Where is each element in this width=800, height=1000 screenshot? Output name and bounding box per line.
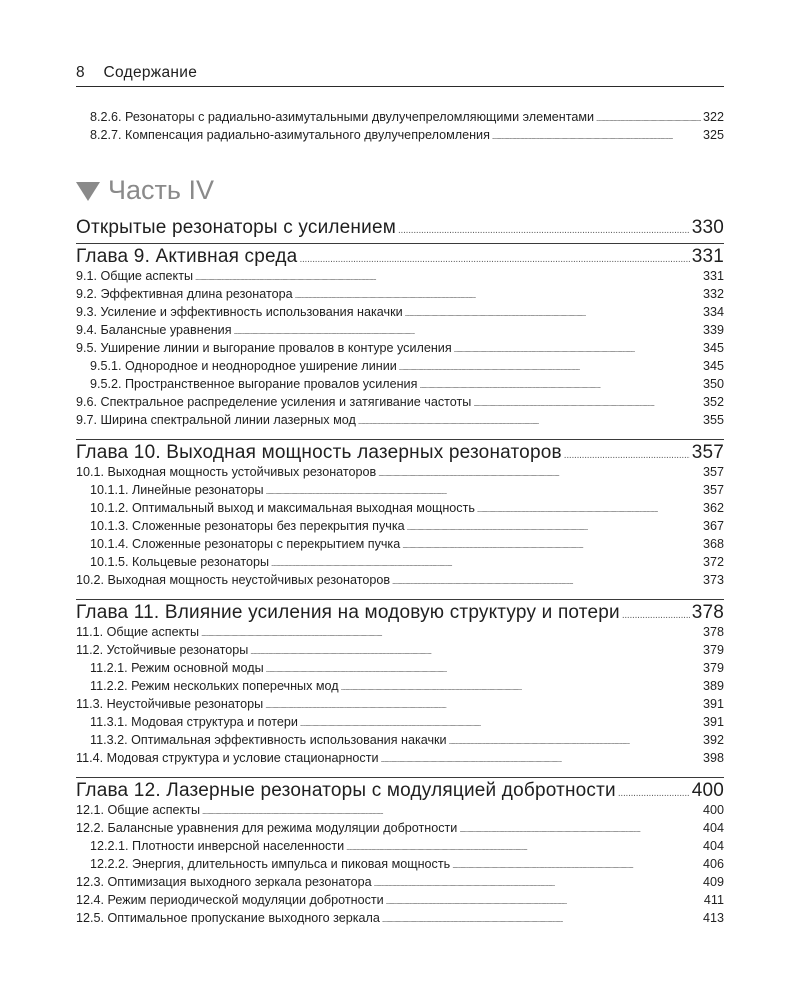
toc-subentry[interactable] bbox=[90, 519, 724, 537]
leader-dots bbox=[265, 703, 701, 710]
leader-dots bbox=[300, 721, 701, 728]
toc-subentry[interactable] bbox=[90, 661, 724, 679]
toc-entry-page: 391 bbox=[702, 697, 724, 711]
toc-entry-page: 330 bbox=[691, 217, 724, 238]
chapter-divider bbox=[76, 439, 724, 440]
toc-subentry[interactable] bbox=[90, 483, 724, 501]
toc-entry-page: 332 bbox=[702, 287, 724, 301]
toc-entry-text: 12.2.2. Энергия, длительность импульса и пиковая мощность bbox=[90, 857, 451, 871]
toc-entry-page: 334 bbox=[702, 305, 724, 319]
toc-entry-text: 11.3.2. Оптимальная эффективность использования накачки bbox=[90, 733, 447, 747]
toc-entry-page: 339 bbox=[702, 323, 724, 337]
toc-subentry[interactable] bbox=[90, 733, 724, 751]
toc-chapter-entry[interactable] bbox=[76, 246, 724, 270]
toc-entry-page: 379 bbox=[702, 643, 724, 657]
leader-dots bbox=[399, 365, 701, 372]
leader-dots bbox=[346, 845, 701, 852]
toc-entry-page: 322 bbox=[702, 110, 724, 124]
chapter-page: 400 bbox=[691, 780, 724, 801]
toc-entry-page: 373 bbox=[702, 573, 724, 587]
toc-entry-text: 10.1.5. Кольцевые резонаторы bbox=[90, 555, 270, 569]
chapter-title: Глава 9. Активная среда bbox=[76, 246, 298, 267]
leader-dots bbox=[250, 649, 701, 656]
leader-dots bbox=[382, 917, 701, 924]
toc-entry-text: 11.4. Модовая структура и условие стационарности bbox=[76, 751, 379, 765]
toc-subentry[interactable] bbox=[90, 537, 724, 555]
toc-entry-text: 10.1.3. Сложенные резонаторы без перекрытия пучка bbox=[90, 519, 405, 533]
leader-dots bbox=[234, 329, 701, 336]
toc-entry-page: 391 bbox=[702, 715, 724, 729]
toc-entry-text: 9.1. Общие аспекты bbox=[76, 269, 194, 283]
toc-entry-text: 11.3.1. Модовая структура и потери bbox=[90, 715, 298, 729]
toc-subentry[interactable] bbox=[90, 359, 724, 377]
toc-entry-page: 368 bbox=[702, 537, 724, 551]
leader-dots bbox=[202, 809, 701, 816]
toc-entry-text: 12.3. Оптимизация выходного зеркала резонатора bbox=[76, 875, 372, 889]
toc-entry[interactable] bbox=[76, 395, 724, 413]
toc-entry-page: 411 bbox=[703, 893, 724, 907]
toc-entry-page: 357 bbox=[702, 465, 724, 479]
toc-entry-page: 345 bbox=[702, 341, 724, 355]
toc-entry-text: 9.7. Ширина спектральной линии лазерных мод bbox=[76, 413, 356, 427]
chapter-title: Глава 11. Влияние усиления на модовую структуру и потери bbox=[76, 602, 620, 623]
toc-subentry[interactable] bbox=[90, 839, 724, 857]
leader-dots bbox=[358, 419, 701, 426]
toc-entry-page: 389 bbox=[702, 679, 724, 693]
toc-entry-text: 10.1.2. Оптимальный выход и максимальная выходная мощность bbox=[90, 501, 475, 515]
toc-chapter-entry[interactable] bbox=[76, 602, 724, 626]
toc-entry[interactable] bbox=[76, 821, 724, 839]
leader-dots bbox=[299, 254, 689, 265]
toc-entry-page: 352 bbox=[702, 395, 724, 409]
toc-entry[interactable] bbox=[76, 697, 724, 715]
leader-dots bbox=[454, 347, 701, 354]
toc-entry-page: 372 bbox=[702, 555, 724, 569]
toc-entry-text: 10.2. Выходная мощность неустойчивых резонаторов bbox=[76, 573, 391, 587]
chapter-title: Глава 12. Лазерные резонаторы с модуляцией добротности bbox=[76, 780, 616, 801]
toc-entry-page: 362 bbox=[702, 501, 724, 515]
toc-subentry[interactable] bbox=[90, 555, 724, 573]
toc-subentry[interactable] bbox=[90, 501, 724, 519]
leader-dots bbox=[266, 489, 701, 496]
chapter-page: 331 bbox=[691, 246, 724, 267]
toc-entry-text: 9.6. Спектральное распределение усиления и затягивание частоты bbox=[76, 395, 472, 409]
leader-dots bbox=[341, 685, 701, 692]
toc-entry-page: 331 bbox=[702, 269, 724, 283]
toc-entry[interactable] bbox=[90, 128, 724, 146]
toc-entry[interactable] bbox=[76, 269, 724, 287]
toc-entry[interactable] bbox=[76, 287, 724, 305]
toc-entry-text: 11.1. Общие аспекты bbox=[76, 625, 200, 639]
toc-entry-text: 9.5. Уширение линии и выгорание провалов в контуре усиления bbox=[76, 341, 452, 355]
toc-entry[interactable] bbox=[76, 413, 724, 431]
toc-subentry[interactable] bbox=[90, 679, 724, 697]
leader-dots bbox=[419, 383, 701, 390]
toc-entry[interactable] bbox=[76, 751, 724, 769]
leader-dots bbox=[392, 579, 701, 586]
toc-entry-page: 325 bbox=[702, 128, 724, 142]
toc-entry-text: 11.3. Неустойчивые резонаторы bbox=[76, 697, 264, 711]
toc-entry-page: 350 bbox=[702, 377, 724, 391]
toc-entry-text: 9.3. Усиление и эффективность использования накачки bbox=[76, 305, 403, 319]
toc-entry-page: 404 bbox=[702, 821, 724, 835]
toc-subentry[interactable] bbox=[90, 715, 724, 733]
leader-dots bbox=[381, 757, 701, 764]
leader-dots bbox=[295, 293, 701, 300]
toc-entry[interactable] bbox=[76, 465, 724, 483]
toc-entry-text: 9.5.1. Однородное и неоднородное уширение линии bbox=[90, 359, 397, 373]
toc-entry-page: 378 bbox=[702, 625, 724, 639]
toc-entry[interactable] bbox=[76, 323, 724, 341]
toc-entry-text: 10.1. Выходная мощность устойчивых резонаторов bbox=[76, 465, 377, 479]
leader-dots bbox=[398, 225, 690, 236]
toc-entry[interactable] bbox=[76, 803, 724, 821]
leader-dots bbox=[449, 739, 701, 746]
toc-entry-page: 345 bbox=[702, 359, 724, 373]
leader-dots bbox=[386, 899, 702, 906]
leader-dots bbox=[374, 881, 701, 888]
toc-entry-text: 10.1.4. Сложенные резонаторы с перекрытием пучка bbox=[90, 537, 401, 551]
toc-entry-page: 355 bbox=[702, 413, 724, 427]
leader-dots bbox=[405, 311, 701, 318]
toc-chapter-entry[interactable] bbox=[76, 780, 724, 804]
toc-entry-text: 9.4. Балансные уравнения bbox=[76, 323, 232, 337]
running-title: Содержание bbox=[103, 64, 198, 81]
toc-entry-text: 9.2. Эффективная длина резонатора bbox=[76, 287, 293, 301]
leader-dots bbox=[618, 788, 690, 799]
leader-dots bbox=[459, 827, 701, 834]
toc-part-entry[interactable] bbox=[76, 217, 724, 241]
part-title: Часть IV bbox=[108, 174, 214, 205]
toc-entry-text: 12.2. Балансные уравнения для режима модуляции добротности bbox=[76, 821, 458, 835]
leader-dots bbox=[477, 507, 701, 514]
toc-entry-text: 12.2.1. Плотности инверсной населенности bbox=[90, 839, 345, 853]
toc-entry-page: 392 bbox=[702, 733, 724, 747]
chapter-divider bbox=[76, 243, 724, 244]
toc-entry-text: 11.2. Устойчивые резонаторы bbox=[76, 643, 249, 657]
leader-dots bbox=[452, 863, 701, 870]
leader-dots bbox=[195, 275, 701, 282]
toc-entry[interactable] bbox=[76, 305, 724, 323]
toc-entry-page: 379 bbox=[702, 661, 724, 675]
toc-entry[interactable] bbox=[76, 573, 724, 591]
toc-entry-page: 409 bbox=[702, 875, 724, 889]
chapter-page: 378 bbox=[691, 602, 724, 623]
toc-entry-page: 357 bbox=[702, 483, 724, 497]
toc-entry-text: 12.4. Режим периодической модуляции добротности bbox=[76, 893, 384, 907]
page-number: 8 bbox=[76, 64, 85, 81]
leader-dots bbox=[201, 631, 701, 638]
toc-entry-text: 8.2.6. Резонаторы с радиально-азимутальными двулучепреломляющими элементами bbox=[90, 110, 595, 124]
leader-dots bbox=[378, 471, 701, 478]
page-header bbox=[76, 64, 724, 87]
toc-entry-text: Открытые резонаторы с усилением bbox=[76, 217, 396, 238]
toc-entry-page: 404 bbox=[702, 839, 724, 853]
toc-entry-text: 10.1.1. Линейные резонаторы bbox=[90, 483, 264, 497]
toc-entry-page: 400 bbox=[702, 803, 724, 817]
triangle-down-icon bbox=[76, 182, 100, 201]
toc-entry-text: 9.5.2. Пространственное выгорание провалов усиления bbox=[90, 377, 418, 391]
part-heading bbox=[76, 174, 214, 206]
toc-entry[interactable] bbox=[76, 893, 724, 911]
toc-entry-text: 8.2.7. Компенсация радиально-азимутального двулучепреломления bbox=[90, 128, 490, 142]
chapter-title: Глава 10. Выходная мощность лазерных резонаторов bbox=[76, 442, 562, 463]
toc-entry-text: 12.1. Общие аспекты bbox=[76, 803, 201, 817]
toc-entry[interactable] bbox=[76, 875, 724, 893]
toc-subentry[interactable] bbox=[90, 377, 724, 395]
toc-entry-page: 406 bbox=[702, 857, 724, 871]
toc-subentry[interactable] bbox=[90, 857, 724, 875]
chapter-page: 357 bbox=[691, 442, 724, 463]
leader-dots bbox=[271, 561, 701, 568]
toc-entry[interactable] bbox=[76, 341, 724, 359]
toc-entry-page: 367 bbox=[702, 519, 724, 533]
toc-entry-text: 11.2.1. Режим основной моды bbox=[90, 661, 264, 675]
leader-dots bbox=[622, 610, 690, 621]
chapter-divider bbox=[76, 599, 724, 600]
leader-dots bbox=[564, 450, 690, 461]
leader-dots bbox=[596, 116, 701, 123]
toc-entry[interactable] bbox=[76, 643, 724, 661]
toc-entry-page: 413 bbox=[702, 911, 724, 925]
toc-chapter-entry[interactable] bbox=[76, 442, 724, 466]
chapter-divider bbox=[76, 777, 724, 778]
leader-dots bbox=[266, 667, 701, 674]
leader-dots bbox=[473, 401, 701, 408]
leader-dots bbox=[492, 134, 701, 141]
toc-entry-page: 398 bbox=[702, 751, 724, 765]
leader-dots bbox=[407, 525, 701, 532]
toc-entry[interactable] bbox=[90, 110, 724, 128]
toc-entry[interactable] bbox=[76, 911, 724, 929]
toc-entry[interactable] bbox=[76, 625, 724, 643]
toc-entry-text: 12.5. Оптимальное пропускание выходного зеркала bbox=[76, 911, 380, 925]
toc-entry-text: 11.2.2. Режим нескольких поперечных мод bbox=[90, 679, 339, 693]
leader-dots bbox=[402, 543, 701, 550]
